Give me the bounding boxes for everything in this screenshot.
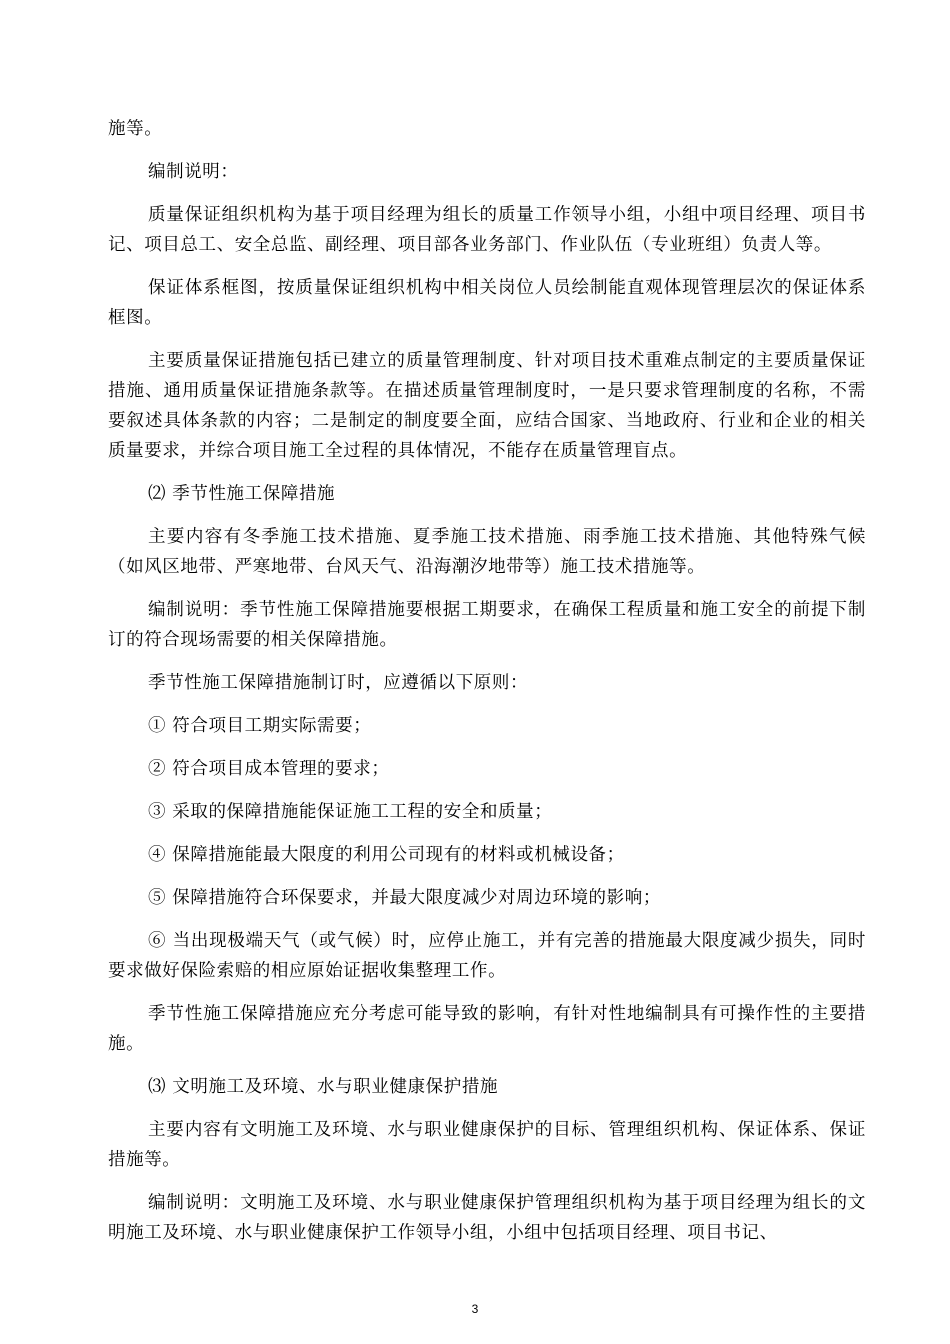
paragraph: ③ 采取的保障措施能保证施工工程的安全和质量； [148,802,553,822]
document-body [108,114,866,1261]
paragraph: ⑥ 当出现极端天气（或气候）时，应停止施工，并有完善的措施最大限度减少损失，同时要求做好保险索赔的相应原始证据收集整理工作。 [108,931,866,981]
paragraph: ① 符合项目工期实际需要； [148,716,372,736]
paragraph: 编制说明：文明施工及环境、水与职业健康保护管理组织机构为基于项目经理为组长的文明施工及环境、水与职业健康保护工作领导小组，小组中包括项目经理、项目书记、 [108,1193,866,1243]
paragraph: 保证体系框图，按质量保证组织机构中相关岗位人员绘制能直观体现管理层次的保证体系框图。 [108,278,866,328]
paragraph: 主要内容有冬季施工技术措施、夏季施工技术措施、雨季施工技术措施、其他特殊气候（如风区地带、严寒地带、台风天气、沿海潮汐地带等）施工技术措施等。 [108,527,866,577]
paragraph: 季节性施工保障措施制订时，应遵循以下原则： [148,673,529,693]
paragraph: ⑵ 季节性施工保障措施 [148,484,336,504]
paragraph: ⑶ 文明施工及环境、水与职业健康保护措施 [148,1077,499,1097]
paragraph: 质量保证组织机构为基于项目经理为组长的质量工作领导小组，小组中项目经理、项目书记、项目总工、安全总监、副经理、项目部各业务部门、作业队伍（专业班组）负责人等。 [108,205,866,255]
paragraph: 编制说明：季节性施工保障措施要根据工期要求，在确保工程质量和施工安全的前提下制订的符合现场需要的相关保障措施。 [108,600,866,650]
paragraph: 编制说明： [148,162,239,182]
paragraph: ⑤ 保障措施符合环保要求，并最大限度减少对周边环境的影响； [148,888,661,908]
paragraph: 主要质量保证措施包括已建立的质量管理制度、针对项目技术重难点制定的主要质量保证措施、通用质量保证措施条款等。在描述质量管理制度时，一是只要求管理制度的名称，不需要叙述具体条款的内容；二是制定的制度要全面，应结合国家、当地政府、行业和企业的相关质量要求，并综合项目施工全过程的具体情况，不能存在质量管理盲点。 [108,351,866,461]
page-number: 3 [471,1302,479,1316]
paragraph: 主要内容有文明施工及环境、水与职业健康保护的目标、管理组织机构、保证体系、保证措施等。 [108,1120,866,1170]
paragraph: 季节性施工保障措施应充分考虑可能导致的影响，有针对性地编制具有可操作性的主要措施。 [108,1004,866,1054]
paragraph: ④ 保障措施能最大限度的利用公司现有的材料或机械设备； [148,845,625,865]
paragraph: ② 符合项目成本管理的要求； [148,759,390,779]
paragraph: 施等。 [108,119,163,139]
